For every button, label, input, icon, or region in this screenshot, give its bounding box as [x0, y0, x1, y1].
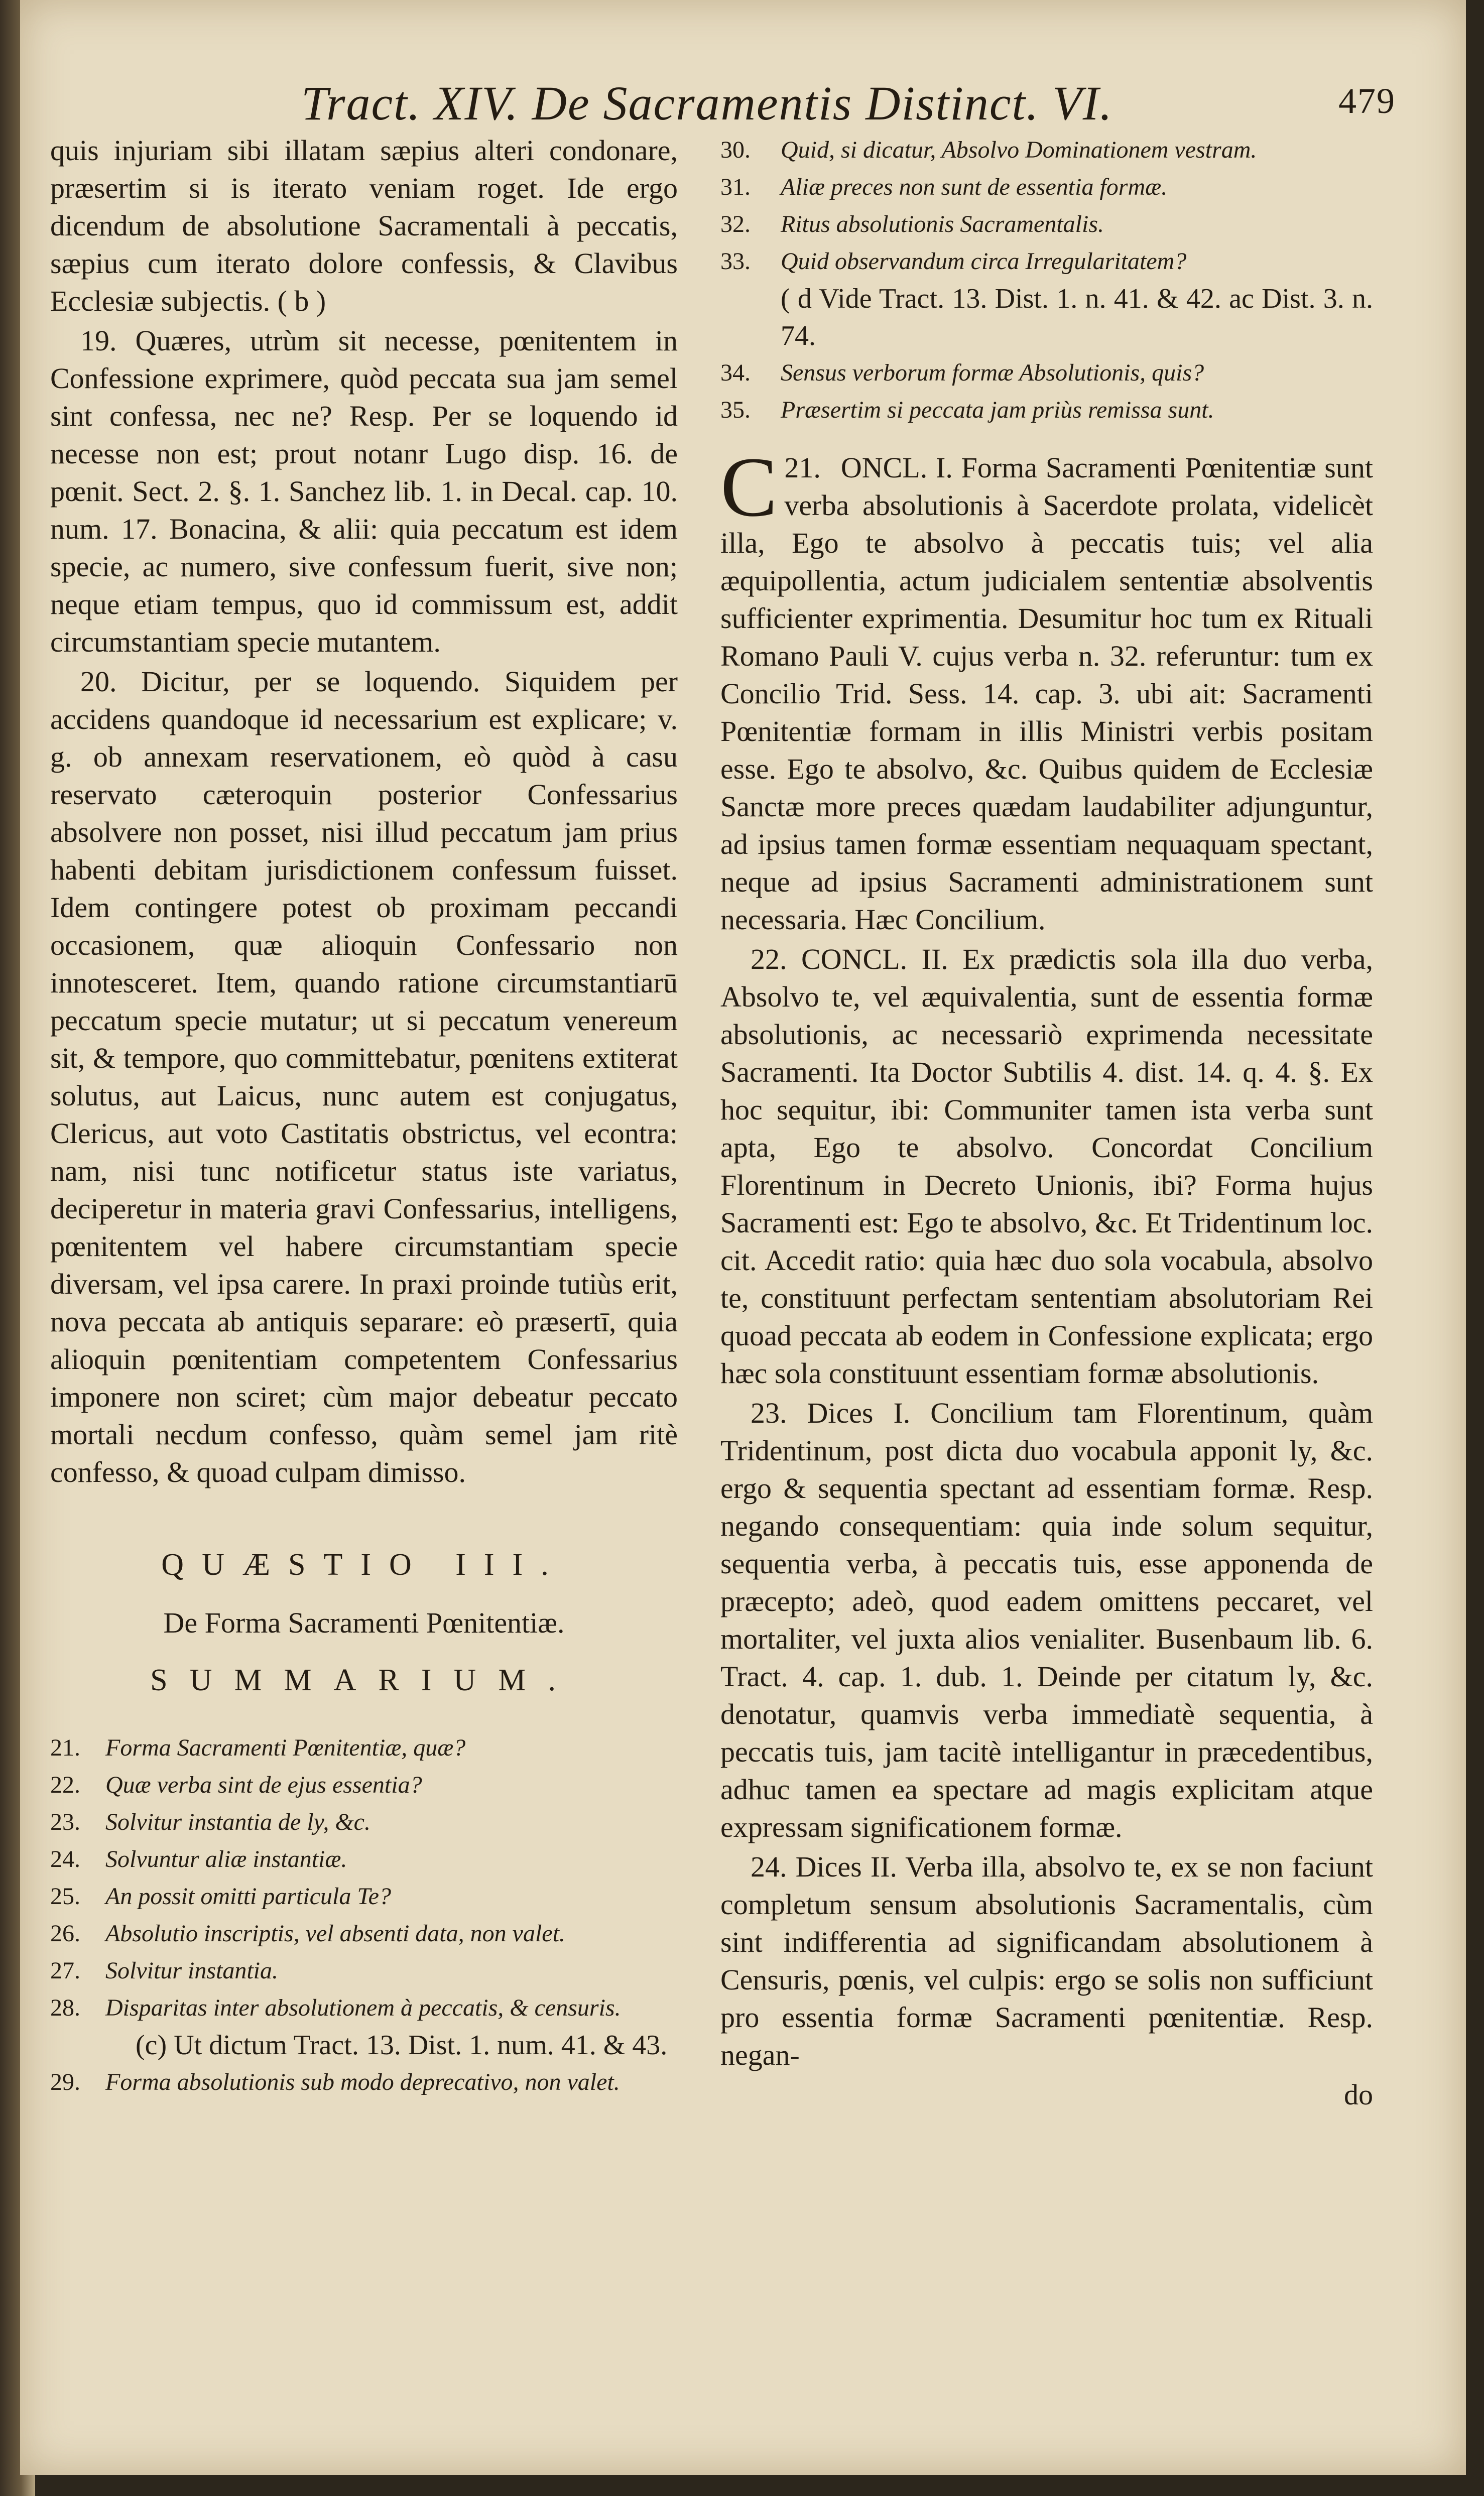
summary-number: 33.: [720, 248, 751, 275]
objection-1: 23. Dices I. Concilium tam Florentinum, quàm Tridentinum, post dicta duo vocabula apponit ly, &c. ergo & sequentia spectant ad essentiam formæ. Resp. negando consequentiam: quia inde solum sequitur, sequentia verba, à peccatis tuis, esse apponenda de præcepto; adeò, quod eadem omittens peccaret, vel mortaliter, vel juxta alios venialiter. Busenbaum lib. 6. Tract. 4. cap. 1. dub. 1. Deinde per citatum ly, &c. denotatur, quamvis verba immediatè sequentia, à peccatis tuis, jam tacitè intelligantur in præcedentibus, adhuc tamen ea spectare ad magis explicitam atque expressam significationem formæ.: [720, 1397, 1373, 1843]
summary-text: Ritus absolutionis Sacramentalis.: [781, 211, 1104, 237]
question-title: QUÆSTIO III.: [161, 1548, 567, 1582]
footnote-text: (c) Ut dictum Tract. 13. Dist. 1. num. 41. & 43.: [136, 2030, 668, 2061]
summary-item: [720, 206, 1373, 243]
summary-item: [50, 1841, 678, 1878]
summary-text: Solvuntur aliæ instantiæ.: [105, 1846, 347, 1873]
conclusion-1: [720, 440, 1373, 938]
summary-item: [50, 1767, 678, 1804]
summary-number: 35.: [720, 397, 751, 423]
summary-text: Disparitas inter absolutionem à peccatis, & censuris.: [105, 1994, 621, 2021]
summary-item: [720, 354, 1373, 392]
summary-number: 28.: [50, 1994, 80, 2021]
summary-item: [50, 1952, 678, 1989]
summary-text: Solvitur instantia.: [105, 1957, 279, 1984]
summary-text: An possit omitti particula Te?: [105, 1883, 391, 1910]
summary-number: 32.: [720, 211, 751, 237]
summary-text: Forma Sacramenti Pœnitentiæ, quæ?: [105, 1734, 466, 1761]
summary-text: Aliæ preces non sunt de essentia formæ.: [781, 174, 1168, 200]
footnote-text: ( d Vide Tract. 13. Dist. 1. n. 41. & 42. ac Dist. 3. n. 74.: [781, 283, 1373, 351]
summary-text: Absolutio inscriptis, vel absenti data, non valet.: [105, 1920, 565, 1947]
summary-text: Quid observandum circa Irregularitatem?: [781, 248, 1187, 275]
summary-text: Sensus verborum formæ Absolutionis, quis?: [781, 359, 1204, 386]
paragraph-19: 19. Quæres, utrùm sit necesse, pœnitentem in Confessione exprimere, quòd peccata sua jam semel sint confessa, nec ne? Resp. Per se loquendo id necesse non est; prout notanr Lugo disp. 16. de pœnit. Sect. 2. §. 1. Sanchez lib. 1. in Decal. cap. 10. num. 17. Bonacina, & alii: quia peccatum est idem specie, ac numero, sive confessum fuerit, sive non; neque etiam tempus, quo id commissum est, addit circumstantiam specie mutantem.: [50, 324, 678, 658]
summary-item: [50, 1804, 678, 1841]
summary-text: Solvitur instantia de ly, &c.: [105, 1809, 370, 1835]
summary-item: [720, 392, 1373, 429]
summary-item: [50, 1729, 678, 1767]
summary-text: Præsertim si peccata jam priùs remissa sunt.: [781, 397, 1214, 423]
summary-number: 22.: [50, 1772, 80, 1798]
summary-number: [50, 2027, 105, 2064]
summary-number: 23.: [50, 1809, 80, 1835]
drop-cap: C: [720, 440, 778, 534]
paragraph-20: 20. Dicitur, per se loquendo. Siquidem per accidens quandoque id necessarium est explicare; v. g. ob annexam reservationem, eò quòd à casu reservato cæteroquin posterior Confessarius absolvere non posset, nisi illud peccatum jam prius habenti debitam jurisdictionem confessum fuisset. Idem contingere potest ob proximam peccandi occasionem, quæ alioquin Confessario non innotesceret. Item, quando ratione circumstantiarū peccatum specie mutatur; ut si peccatum venereum sit, & tempore, quo committebatur, pœnitens extiterat solutus, aut Laicus, nunc autem est conjugatus, Clericus, aut voto Castitatis obstrictus, vel econtra: nam, nisi tunc notificetur status iste variatus, deciperetur in materia gravi Confessarius, intelligens, pœnitentem vel habere circumstantiam specie diversam, vel ipsa carere. In praxi proinde tutiùs erit, nova peccata ab antiquis separare: eò præsertī, quia alioquin pœnitentiam competentem Confessarius imponere non sciret; cùm major debeatur peccato mortali necdum confesso, quàm semel jam ritè confesso, & quoad culpam dimisso.: [50, 665, 678, 1488]
summary-number: 25.: [50, 1883, 80, 1910]
left-column: [50, 132, 678, 2101]
objection-2: 24. Dices II. Verba illa, absolvo te, ex se non faciunt completum sensum absolutionis Sacramentalis, cùm sint indifferentia ad significandam absolutionem à Censuris, pœnis, vel culpis: ergo se solis non sufficiunt pro essentia formæ Sacramenti pœnitentiæ. Resp. negan-: [720, 1850, 1373, 2071]
summary-text: Quæ verba sint de ejus essentia?: [105, 1772, 422, 1798]
summary-item: [50, 1989, 678, 2027]
conclusion-2: 22. CONCL. II. Ex prædictis sola illa duo verba, Absolvo te, vel æquivalentia, sunt de essentia formæ absolutionis, ac necessariò exprimenda necessitate Sacramenti. Ita Doctor Subtilis 4. dist. 14. q. 4. §. Ex hoc sequitur, ibi: Communiter tamen ista verba sunt apta, Ego te absolvo. Concordat Concilium Florentinum in Decreto Unionis, ibi? Forma hujus Sacramenti est: Ego te absolvo, &c. Et Tridentinum loc. cit. Accedit ratio: quia hæc duo sola vocabula, absolvo te, constituunt perfectam sententiam absolutoriam Rei quoad peccata ab eodem in Confessione explicata; ergo hæc sola constituunt essentiam formæ absolutionis.: [720, 943, 1373, 1390]
summary-item: [720, 169, 1373, 206]
summary-number: 29.: [50, 2069, 80, 2095]
summary-number: 31.: [720, 174, 751, 200]
footnote: [720, 280, 1373, 354]
paragraph-number: 21.: [784, 451, 821, 484]
summary-text: Quid, si dicatur, Absolvo Dominationem vestram.: [781, 137, 1257, 163]
summary-number: 26.: [50, 1920, 80, 1947]
summary-number: 21.: [50, 1734, 80, 1761]
paragraph-continuation: quis injuriam sibi illatam sæpius alteri condonare, præsertim si is iterato veniam roget. Ide ergo dicendum de absolutione Sacramentali à peccatis, sæpius cum iterato dolore confessis, & Clavibus Ecclesiæ subjectis. ( b ): [50, 134, 678, 317]
summary-title: SUMMARIUM.: [150, 1663, 578, 1697]
summary-item: [50, 1915, 678, 1952]
summary-text: Forma absolutionis sub modo deprecativo, non valet.: [105, 2069, 620, 2095]
header-title: Tract. XIV. De Sacramentis Distinct. VI.: [301, 76, 1113, 130]
summary-list-right: [720, 132, 1373, 429]
summary-list-left: [50, 1729, 678, 2101]
right-column: [720, 132, 1373, 2115]
running-header: [301, 75, 1396, 131]
question-subtitle: De Forma Sacramenti Pœnitentiæ.: [163, 1606, 565, 1639]
footnote: [50, 2027, 678, 2064]
conclusion-1-text: ONCL. I. Forma Sacramenti Pœnitentiæ sunt verba absolutionis à Sacerdote prolata, videlicèt illa, Ego te absolvo à peccatis tuis; vel alia æquipollentia, actum judicialem sententiæ absolventis sufficienter exprimentia. Desumitur hoc tum ex Rituali Romano Pauli V. cujus verba n. 32. referuntur: tum ex Concilio Trid. Sess. 14. cap. 3. ubi ait: Sacramenti Pœnitentiæ formam in illis Ministri verbis positam esse. Ego te absolvo, &c. Quibus quidem de Ecclesiæ Sanctæ more preces quædam laudabiliter adjunguntur, ad ipsius tamen formæ essentiam nequaquam spectant, neque ad ipsius Sacramenti administrationem sunt necessaria. Hæc Concilium.: [720, 451, 1373, 936]
catchword: do: [1344, 2078, 1373, 2111]
summary-item: [720, 132, 1373, 169]
summary-item: [720, 243, 1373, 280]
summary-number: 34.: [720, 359, 751, 386]
page-number: 479: [1338, 81, 1396, 121]
summary-number: 30.: [720, 137, 751, 163]
summary-item: [50, 2064, 678, 2101]
summary-item: [50, 1878, 678, 1915]
summary-number: 27.: [50, 1957, 80, 1984]
summary-number: 24.: [50, 1846, 80, 1873]
